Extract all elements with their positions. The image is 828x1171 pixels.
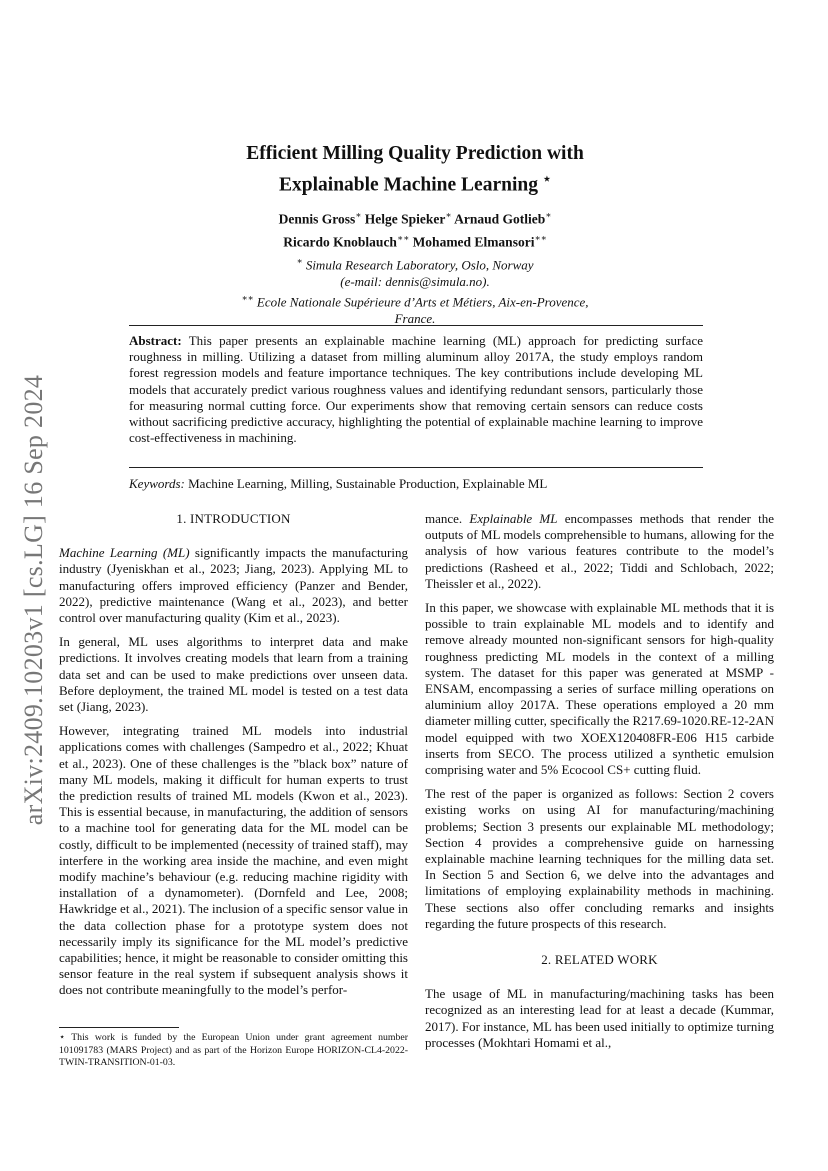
paragraph: In this paper, we showcase with explainable ML methods that it is possible to train explainable ML models and to identify and remove already mounted non-significant sensors for high-quality roughness predicting ML models in the context of a milling system. The dataset for this paper was generated at MSMP - ENSAM, encompassing a series of surface milling operations on aluminium alloy 2017A. These operations employed a 20 mm diameter milling cutter, specifically the R217.69-1020.RE-12-2AN model equipped with two XOEX120408FR-E06 H15 carbide inserts from SECO. The process utilized a synthetic emulsion comprising water and 5% Ecocool CS+ cutting fluid. [425, 600, 774, 778]
paragraph: The usage of ML in manufacturing/machining tasks has been recognized as an interesting lead for at least a decade (Kummar, 2017). For instance, ML has been used initially to optimize turning processes (Mokhtari Homami et al., [425, 986, 774, 1050]
footnote-rule [59, 1027, 179, 1028]
affiliation-2-country: France. [394, 311, 436, 327]
keywords-text: Machine Learning, Milling, Sustainable Production, Explainable ML [188, 476, 548, 491]
section-heading-introduction: 1. INTRODUCTION [176, 511, 291, 526]
author-list [130, 206, 700, 251]
affiliation-1 [130, 253, 700, 274]
right-column [425, 511, 774, 1059]
section-heading-related-work: 2. RELATED WORK [541, 952, 658, 968]
paper-title [130, 141, 700, 198]
authors-line-1 [130, 206, 700, 229]
affiliation-mark: ∗ [296, 256, 303, 266]
emphasis: Explainable ML [469, 511, 558, 526]
paragraph-text: encompasses methods that render the outputs of ML models comprehensible to humans, allowing for the analysis of how various features contribute to the model’s predictions (Rasheed et al., 2022; Tiddi and Schlobach, 2022; Theissler et al., 2022). [425, 511, 775, 591]
paragraph [425, 511, 774, 592]
author-mark: ∗∗ [396, 232, 410, 243]
abstract-label: Abstract: [129, 333, 182, 348]
keywords-label: Keywords: [129, 476, 185, 491]
affiliation-2 [130, 290, 700, 311]
paragraph: The rest of the paper is organized as follows: Section 2 covers existing works on using AI for manufacturing/machining problems; Section 3 presents our explainable ML methodology; Section 4 provides a comprehensive guide on harnessing explainable machine learning techniques for the milling data set. In Section 5 and Section 6, we delve into the advantages and limitations of employing explainability methods in machining. These sections also offer concluding remarks and insights regarding the future prospects of this research. [425, 786, 774, 931]
paragraph [59, 545, 408, 626]
author-mark: ∗ [545, 210, 552, 220]
affiliation-1-text: Simula Research Laboratory, Oslo, Norway [305, 257, 534, 273]
abstract-top-rule [129, 325, 703, 326]
title-line-1: Efficient Milling Quality Prediction with [246, 143, 584, 164]
paragraph: However, integrating trained ML models into industrial applications comes with challenges (Sampedro et al., 2022; Khuat et al., 2023). One of these challenges is the ”black box” nature of many ML models, making it difficult for human experts to trust the prediction results of trained ML models (Kwon et al., 2023). This is essential because, in manufacturing, the addition of sensors to a machine tool for generating data for the ML model can be costly, difficult to be implemented (necessity of trained staff), may interfere in the working area inside the machine, and even might modify machine’s behaviour (e.g. reducing machine rigidity with installation of a dynamometer). (Dornfeld and Lee, 2008; Hawkridge et al., 2021). The inclusion of a specific sensor value in the data collection phase for a prototype system does not necessarily imply its significance for the ML model’s predictive capabilities; hence, it might be reasonable to consider omitting this sensor feature in the real system if subsequent analysis shows it does not contribute meaningfully to the model’s perfor- [59, 723, 408, 998]
footnote-text: This work is funded by the European Union under grant agreement number 101091783 (MARS Project) and as part of the Horizon Europe HORIZON-CL4-2022-TWIN-TRANSITION-01-03. [59, 1032, 408, 1068]
title-footnote-mark: ⋆ [542, 171, 551, 186]
footnote [59, 1032, 408, 1070]
abstract-text: This paper presents an explainable machine learning (ML) approach for predicting surface roughness in milling. Utilizing a dataset from milling aluminum alloy 2017A, the study employs random forest regression models and feature importance techniques. The key contributions include developing ML models that accurately predict various roughness values and identifying redundant sensors, particularly those for measuring normal cutting force. Our experiments show that removing certain sensors can reduce costs without sacrificing predictive accuracy, highlighting the potential of explainable machine learning to improve cost-effectiveness in machining. [129, 333, 703, 446]
affiliations [130, 253, 700, 328]
affiliation-mark: ∗∗ [241, 293, 254, 304]
author-name: Ricardo Knoblauch [283, 234, 397, 249]
author-mark: ∗∗ [534, 232, 547, 243]
affiliation-2-text: Ecole Nationale Supérieure d’Arts et Métiers, Aix-en-Provence, [256, 294, 589, 310]
paragraph-text: significantly impacts the manufacturing industry (Jyeniskhan et al., 2023; Jiang, 2023). Applying ML to manufacturing offers improved efficiency (Panzer and Bender, 2022), predictive maintenance (Wang et al., 2023), and better control over manufacturing quality (Kim et al., 2023). [59, 545, 408, 626]
emphasis: Machine Learning (ML) [59, 545, 190, 561]
author-mark: ∗ [445, 210, 452, 220]
author-name: Helge Spieker [364, 211, 446, 227]
title-line-2 [130, 166, 700, 198]
keywords [129, 476, 703, 492]
footnote-mark: ⋆ [59, 1032, 66, 1043]
paragraph-text: mance. [425, 511, 470, 526]
abstract [129, 333, 703, 446]
arxiv-identifier-text: arXiv:2409.10203v1 [cs.LG] 16 Sep 2024 [19, 374, 48, 826]
abstract-bottom-rule [129, 467, 703, 468]
author-mark: ∗ [355, 210, 362, 220]
author-name: Dennis Gross [278, 211, 356, 227]
arxiv-identifier [14, 360, 54, 840]
left-column [59, 511, 408, 1007]
authors-line-2 [130, 229, 700, 252]
affiliation-email: (e-mail: dennis@simula.no). [340, 273, 490, 289]
paragraph: In general, ML uses algorithms to interpret data and make predictions. It involves creating models that learn from a training data set and can be used to make predictions over unseen data. Before deployment, the trained ML model is tested on a test data set (Jiang, 2023). [59, 634, 408, 715]
author-name: Arnaud Gotlieb [454, 211, 546, 227]
title-line-2-text: Explainable Machine Learning [279, 174, 538, 196]
author-name: Mohamed Elmansori [412, 234, 535, 249]
